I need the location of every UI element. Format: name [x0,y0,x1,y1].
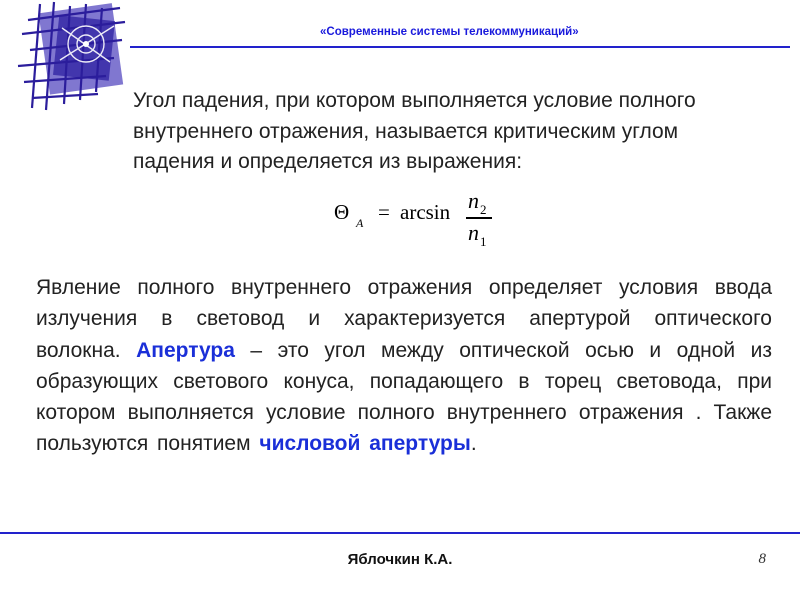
formula-function: arcsin [400,200,451,224]
footer-divider [0,532,800,534]
formula-denominator: n [468,220,479,245]
formula-numerator-subscript: 2 [480,202,487,217]
formula-equals: = [378,200,390,224]
formula-fraction-bar [466,217,492,219]
term-numerical-aperture: числовой апертуры [259,432,471,456]
formula-numerator: n [468,188,479,213]
formula-theta: Θ [334,200,350,224]
aperture-paragraph [36,272,772,460]
critical-angle-formula [334,188,504,256]
intro-paragraph [133,86,753,178]
aperture-text [36,272,772,460]
formula-denominator-subscript: 1 [480,234,487,249]
intro-text: Угол падения, при котором выполняется условие полного внутреннего отражения, называется критическим углом падения и определяется из выражения: [133,89,696,173]
aperture-text-part1: Явление полного внутреннего отражения определяет условия ввода излучения в световод и характеризуется апертурой оптического волокна. [36,276,772,362]
term-aperture: Апертура [136,338,235,362]
aperture-text-part2: – это угол между оптической осью и одной из образующих светового конуса, попадающего в торец световода, при котором выполняется условие полного внутреннего отражения . Также пользуются понятием [36,338,772,456]
logo-decorative-graphic [10,0,130,115]
formula-theta-subscript: A [356,216,364,230]
presentation-title: «Современные системы телекоммуникаций» [320,26,579,38]
page-number: 8 [758,551,766,567]
footer-author: Яблочкин К.А. [347,551,453,568]
header-divider [130,46,790,48]
aperture-text-part3: . [470,432,477,456]
